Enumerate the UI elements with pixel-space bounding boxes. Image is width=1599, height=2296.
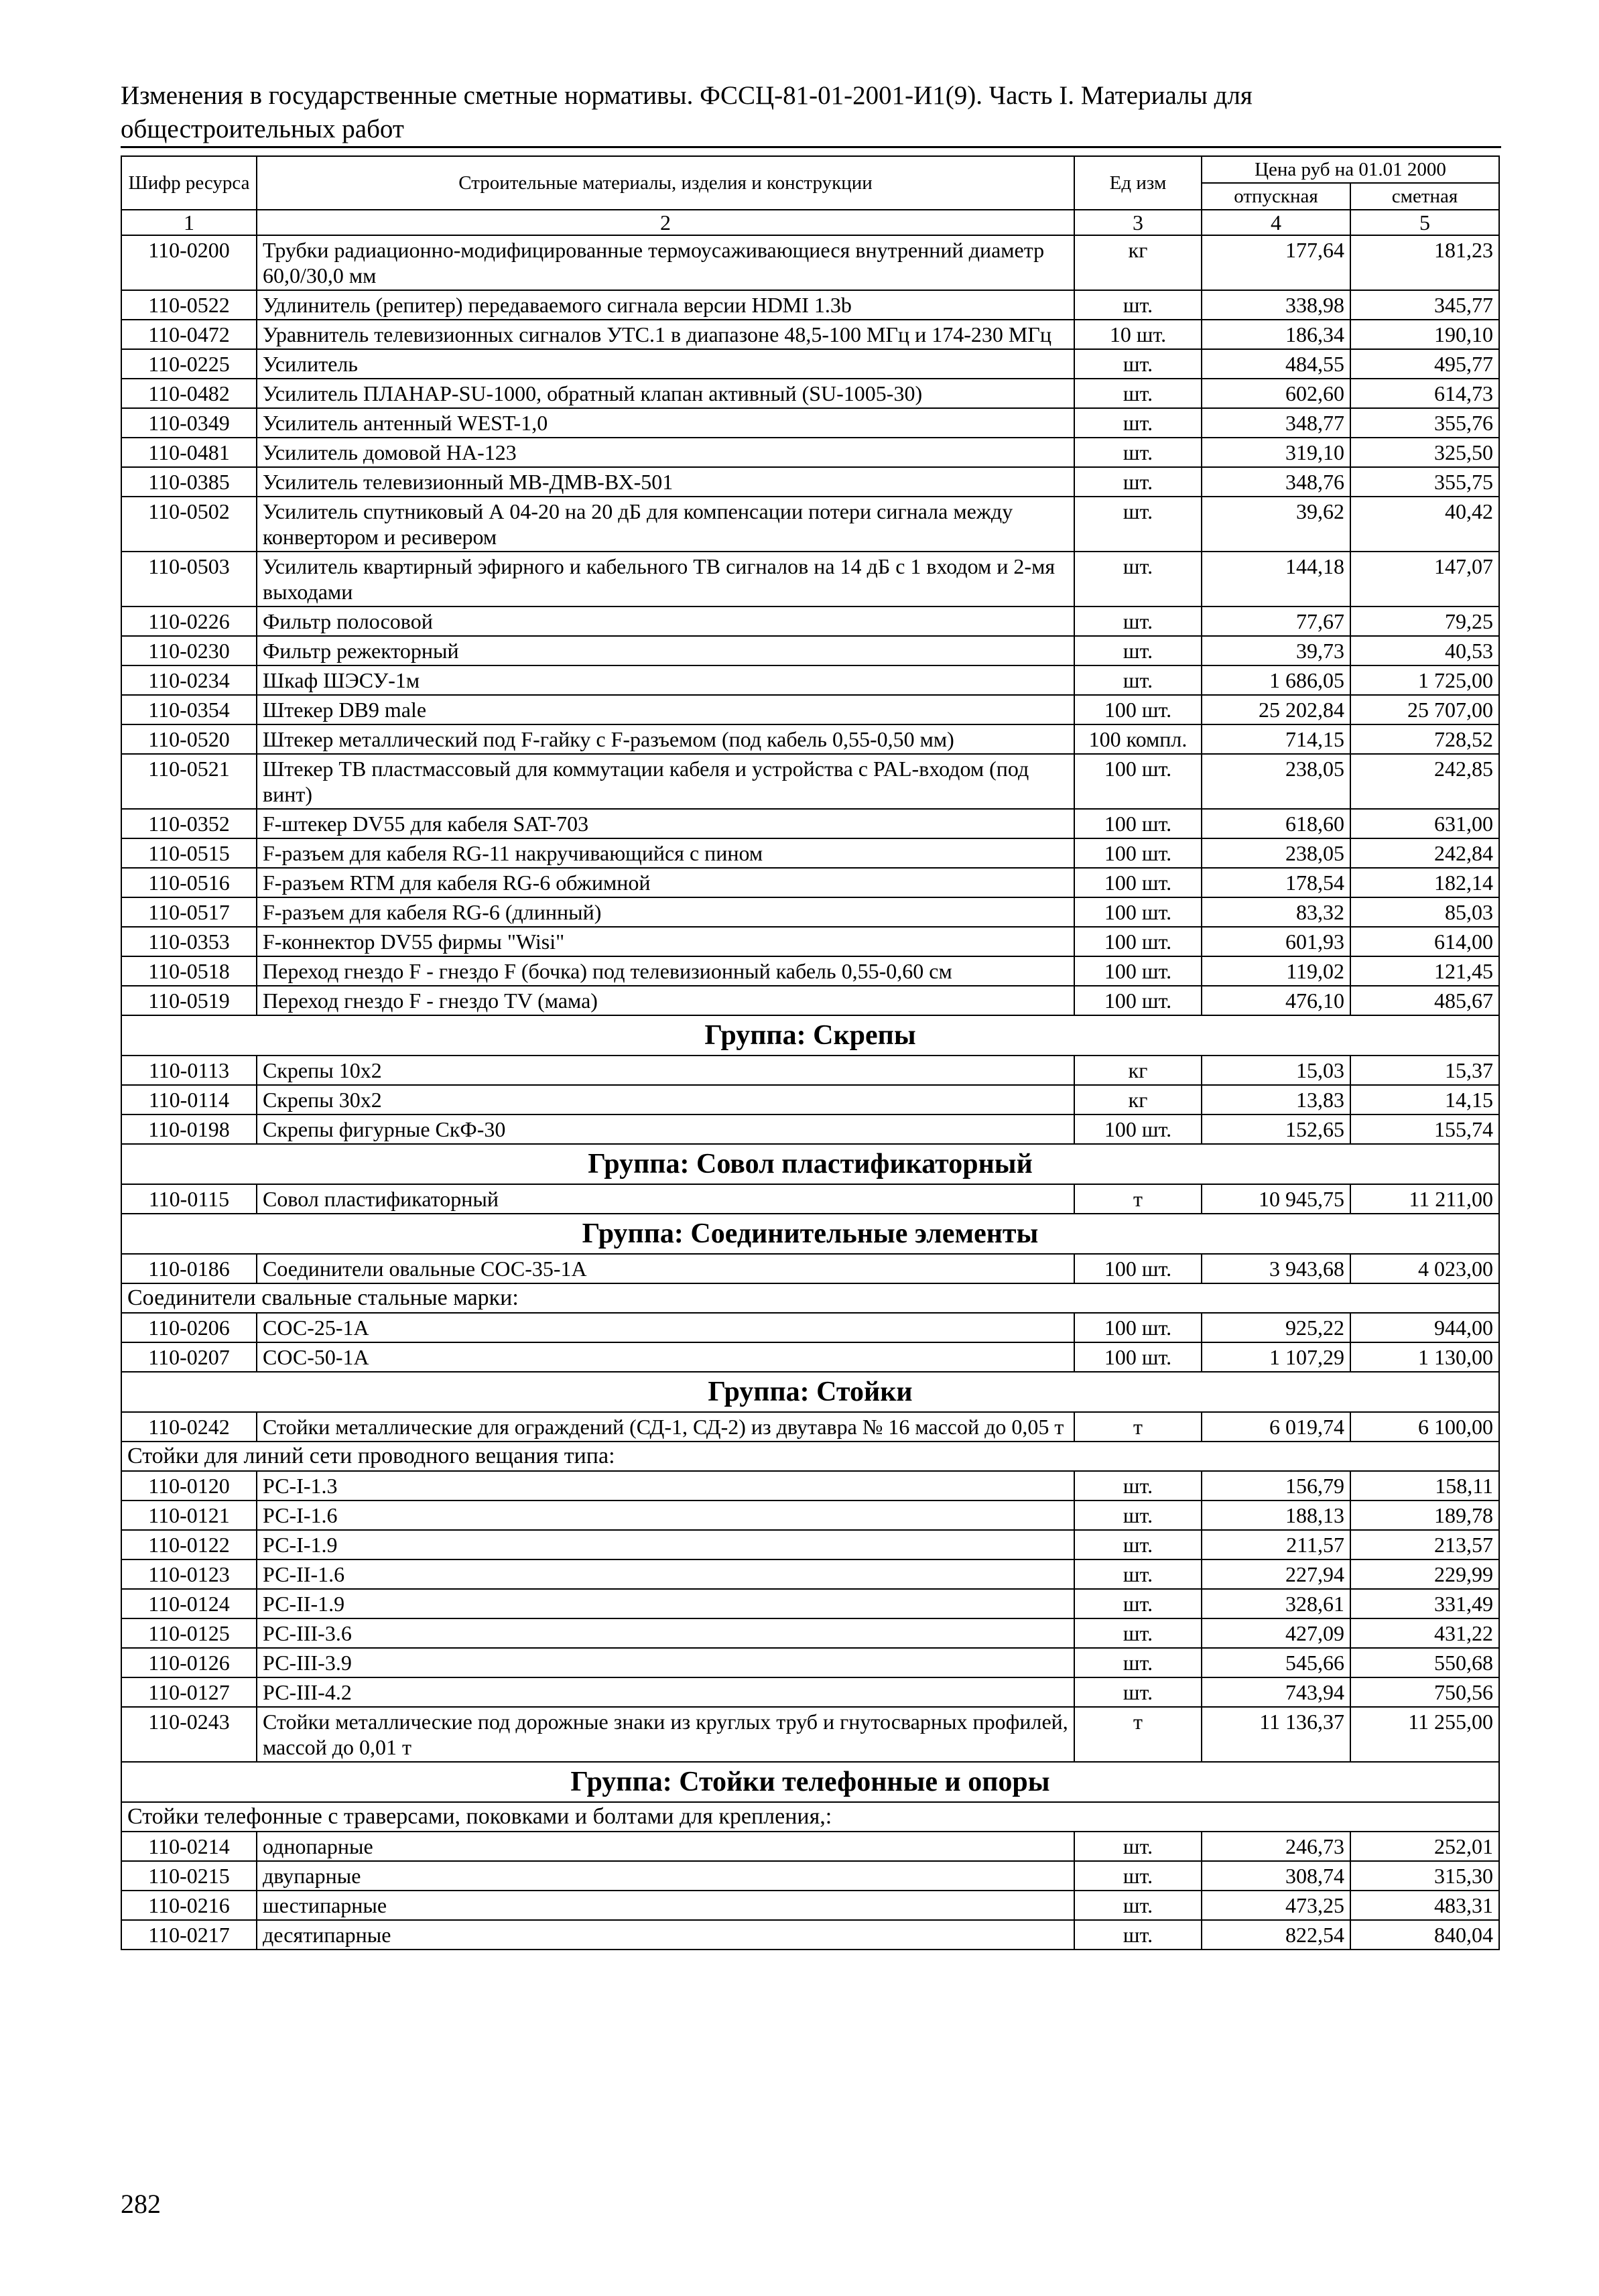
page-number: 282: [121, 2189, 161, 2219]
unit-cell: 100 шт.: [1074, 754, 1202, 809]
estimate-price: 728,52: [1350, 724, 1499, 754]
unit-cell: кг: [1074, 1085, 1202, 1114]
col-header-estimate-price: сметная: [1350, 183, 1499, 210]
resource-code: 110-0521: [121, 754, 257, 809]
estimate-price: 11 211,00: [1350, 1184, 1499, 1214]
resource-code: 110-0225: [121, 349, 257, 379]
table-row: [121, 379, 1499, 408]
group-title: Группа: Совол пластификаторный: [121, 1144, 1499, 1184]
release-price: 13,83: [1202, 1085, 1350, 1114]
header-line-2: общестроительных работ: [121, 115, 404, 143]
unit-cell: шт.: [1074, 497, 1202, 552]
release-price: 925,22: [1202, 1313, 1350, 1342]
resource-code: 110-0198: [121, 1114, 257, 1144]
estimate-price: 1 725,00: [1350, 665, 1499, 695]
header-rule: [121, 146, 1501, 148]
release-price: 10 945,75: [1202, 1184, 1350, 1214]
release-price: 1 107,29: [1202, 1342, 1350, 1372]
release-price: 348,76: [1202, 467, 1350, 497]
release-price: 348,77: [1202, 408, 1350, 438]
release-price: 473,25: [1202, 1891, 1350, 1920]
material-name: Соединители овальные СОС-35-1А: [257, 1254, 1074, 1283]
unit-cell: шт.: [1074, 1832, 1202, 1861]
release-price: 39,62: [1202, 497, 1350, 552]
table-row: [121, 1184, 1499, 1214]
material-name: РС-I-1.6: [257, 1501, 1074, 1530]
table-row: [121, 1313, 1499, 1342]
material-name: Переход гнездо F - гнездо TV (мама): [257, 986, 1074, 1015]
resource-code: 110-0217: [121, 1920, 257, 1950]
material-name: Переход гнездо F - гнездо F (бочка) под телевизионный кабель 0,55-0,60 см: [257, 956, 1074, 986]
estimate-price: 750,56: [1350, 1677, 1499, 1707]
resource-code: 110-0230: [121, 636, 257, 665]
release-price: 211,57: [1202, 1530, 1350, 1559]
estimate-price: 345,77: [1350, 290, 1499, 320]
estimate-price: 355,75: [1350, 467, 1499, 497]
resource-code: 110-0354: [121, 695, 257, 724]
unit-cell: 100 шт.: [1074, 986, 1202, 1015]
group-title: Группа: Стойки телефонные и опоры: [121, 1762, 1499, 1802]
unit-cell: шт.: [1074, 1530, 1202, 1559]
table-row: [121, 290, 1499, 320]
release-price: 545,66: [1202, 1648, 1350, 1677]
table-row: [121, 986, 1499, 1015]
resource-code: 110-0516: [121, 868, 257, 897]
resource-code: 110-0353: [121, 927, 257, 956]
materials-table: [121, 155, 1500, 1950]
unit-cell: 100 шт.: [1074, 1313, 1202, 1342]
unit-cell: 100 шт.: [1074, 1342, 1202, 1372]
estimate-price: 15,37: [1350, 1056, 1499, 1085]
estimate-price: 242,85: [1350, 754, 1499, 809]
estimate-price: 181,23: [1350, 235, 1499, 290]
unit-cell: шт.: [1074, 349, 1202, 379]
unit-cell: шт.: [1074, 438, 1202, 467]
unit-cell: шт.: [1074, 1501, 1202, 1530]
release-price: 15,03: [1202, 1056, 1350, 1085]
unit-cell: 100 шт.: [1074, 809, 1202, 838]
table-row: [121, 724, 1499, 754]
material-name: СОС-25-1А: [257, 1313, 1074, 1342]
resource-code: 110-0515: [121, 838, 257, 868]
release-price: 238,05: [1202, 838, 1350, 868]
table-row: [121, 1891, 1499, 1920]
resource-code: 110-0234: [121, 665, 257, 695]
estimate-price: 252,01: [1350, 1832, 1499, 1861]
table-body: [121, 235, 1499, 1950]
unit-cell: т: [1074, 1707, 1202, 1762]
material-name: Скрепы 30х2: [257, 1085, 1074, 1114]
release-price: 152,65: [1202, 1114, 1350, 1144]
table-row: [121, 235, 1499, 290]
subheading-row: [121, 1442, 1499, 1471]
release-price: 25 202,84: [1202, 695, 1350, 724]
unit-cell: т: [1074, 1412, 1202, 1442]
release-price: 484,55: [1202, 349, 1350, 379]
table-row: [121, 1342, 1499, 1372]
material-name: Штекер металлический под F-гайку с F-разъемом (под кабель 0,55-0,50 мм): [257, 724, 1074, 754]
unit-cell: кг: [1074, 235, 1202, 290]
release-price: 308,74: [1202, 1861, 1350, 1891]
material-name: Фильтр режекторный: [257, 636, 1074, 665]
material-name: F-разъем для кабеля RG-11 накручивающийся с пином: [257, 838, 1074, 868]
release-price: 238,05: [1202, 754, 1350, 809]
material-name: Удлинитель (репитер) передаваемого сигнала версии HDMI 1.3b: [257, 290, 1074, 320]
estimate-price: 431,22: [1350, 1618, 1499, 1648]
resource-code: 110-0518: [121, 956, 257, 986]
col-number: 2: [257, 210, 1074, 235]
material-name: Скрепы фигурные СкФ-30: [257, 1114, 1074, 1144]
material-name: РС-I-1.9: [257, 1530, 1074, 1559]
material-name: Штекер ТВ пластмассовый для коммутации кабеля и устройства с PAL-входом (под винт): [257, 754, 1074, 809]
release-price: 246,73: [1202, 1832, 1350, 1861]
resource-code: 110-0121: [121, 1501, 257, 1530]
estimate-price: 614,00: [1350, 927, 1499, 956]
table-row: [121, 897, 1499, 927]
release-price: 39,73: [1202, 636, 1350, 665]
table-row: [121, 438, 1499, 467]
resource-code: 110-0522: [121, 290, 257, 320]
unit-cell: шт.: [1074, 467, 1202, 497]
resource-code: 110-0503: [121, 552, 257, 607]
unit-cell: шт.: [1074, 607, 1202, 636]
group-header-row: [121, 1214, 1499, 1254]
estimate-price: 614,73: [1350, 379, 1499, 408]
estimate-price: 158,11: [1350, 1471, 1499, 1501]
unit-cell: шт.: [1074, 1891, 1202, 1920]
unit-cell: шт.: [1074, 408, 1202, 438]
table-row: [121, 1618, 1499, 1648]
material-name: Усилитель: [257, 349, 1074, 379]
table-row: [121, 320, 1499, 349]
table-row: [121, 1832, 1499, 1861]
header-line-1: Изменения в государственные сметные нормативы. ФССЦ-81-01-2001-И1(9). Часть I. Материалы для: [121, 81, 1253, 110]
resource-code: 110-0120: [121, 1471, 257, 1501]
estimate-price: 79,25: [1350, 607, 1499, 636]
table-row: [121, 1085, 1499, 1114]
unit-cell: шт.: [1074, 665, 1202, 695]
material-name: РС-II-1.9: [257, 1589, 1074, 1618]
release-price: 822,54: [1202, 1920, 1350, 1950]
table-row: [121, 695, 1499, 724]
unit-cell: шт.: [1074, 552, 1202, 607]
estimate-price: 550,68: [1350, 1648, 1499, 1677]
estimate-price: 85,03: [1350, 897, 1499, 927]
group-header-row: [121, 1762, 1499, 1802]
group-header-row: [121, 1144, 1499, 1184]
release-price: 338,98: [1202, 290, 1350, 320]
material-name: Усилитель спутниковый А 04-20 на 20 дБ для компенсации потери сигнала между конвертором и ресивером: [257, 497, 1074, 552]
table-row: [121, 665, 1499, 695]
estimate-price: 40,53: [1350, 636, 1499, 665]
unit-cell: шт.: [1074, 1471, 1202, 1501]
estimate-price: 325,50: [1350, 438, 1499, 467]
subheading-row: [121, 1802, 1499, 1832]
resource-code: 110-0226: [121, 607, 257, 636]
resource-code: 110-0122: [121, 1530, 257, 1559]
estimate-price: 485,67: [1350, 986, 1499, 1015]
estimate-price: 840,04: [1350, 1920, 1499, 1950]
table-row: [121, 349, 1499, 379]
resource-code: 110-0123: [121, 1559, 257, 1589]
resource-code: 110-0215: [121, 1861, 257, 1891]
resource-code: 110-0243: [121, 1707, 257, 1762]
material-name: F-разъем для кабеля RG-6 (длинный): [257, 897, 1074, 927]
col-header-release-price: отпускная: [1202, 183, 1350, 210]
unit-cell: шт.: [1074, 290, 1202, 320]
table-row: [121, 1471, 1499, 1501]
material-name: Усилитель домовой НА-123: [257, 438, 1074, 467]
release-price: 6 019,74: [1202, 1412, 1350, 1442]
release-price: 427,09: [1202, 1618, 1350, 1648]
unit-cell: шт.: [1074, 1861, 1202, 1891]
unit-cell: 100 шт.: [1074, 956, 1202, 986]
release-price: 11 136,37: [1202, 1707, 1350, 1762]
estimate-price: 190,10: [1350, 320, 1499, 349]
unit-cell: шт.: [1074, 636, 1202, 665]
unit-cell: 100 шт.: [1074, 1114, 1202, 1144]
material-name: десятипарные: [257, 1920, 1074, 1950]
estimate-price: 213,57: [1350, 1530, 1499, 1559]
unit-cell: 100 компл.: [1074, 724, 1202, 754]
material-name: Уравнитель телевизионных сигналов УТС.1 в диапазоне 48,5-100 МГц и 174-230 МГц: [257, 320, 1074, 349]
material-name: однопарные: [257, 1832, 1074, 1861]
material-name: РС-II-1.6: [257, 1559, 1074, 1589]
table-row: [121, 552, 1499, 607]
resource-code: 110-0206: [121, 1313, 257, 1342]
material-name: Стойки металлические для ограждений (СД-1, СД-2) из двутавра № 16 массой до 0,05 т: [257, 1412, 1074, 1442]
estimate-price: 147,07: [1350, 552, 1499, 607]
group-title: Группа: Стойки: [121, 1372, 1499, 1412]
material-name: СОС-50-1А: [257, 1342, 1074, 1372]
table-row: [121, 1677, 1499, 1707]
material-name: Шкаф ШЭСУ-1м: [257, 665, 1074, 695]
table-row: [121, 927, 1499, 956]
estimate-price: 189,78: [1350, 1501, 1499, 1530]
table-row: [121, 1114, 1499, 1144]
resource-code: 110-0114: [121, 1085, 257, 1114]
release-price: 319,10: [1202, 438, 1350, 467]
estimate-price: 182,14: [1350, 868, 1499, 897]
col-header-name: Строительные материалы, изделия и конструкции: [257, 156, 1074, 210]
unit-cell: 100 шт.: [1074, 695, 1202, 724]
table-row: [121, 838, 1499, 868]
resource-code: 110-0352: [121, 809, 257, 838]
material-name: Усилитель телевизионный МВ-ДМВ-ВХ-501: [257, 467, 1074, 497]
estimate-price: 1 130,00: [1350, 1342, 1499, 1372]
material-name: двупарные: [257, 1861, 1074, 1891]
unit-cell: 100 шт.: [1074, 838, 1202, 868]
estimate-price: 6 100,00: [1350, 1412, 1499, 1442]
table-row: [121, 956, 1499, 986]
estimate-price: 40,42: [1350, 497, 1499, 552]
material-name: Совол пластификаторный: [257, 1184, 1074, 1214]
unit-cell: 100 шт.: [1074, 927, 1202, 956]
resource-code: 110-0115: [121, 1184, 257, 1214]
estimate-price: 121,45: [1350, 956, 1499, 986]
material-name: РС-I-1.3: [257, 1471, 1074, 1501]
table-row: [121, 497, 1499, 552]
table-row: [121, 868, 1499, 897]
release-price: 119,02: [1202, 956, 1350, 986]
resource-code: 110-0481: [121, 438, 257, 467]
release-price: 743,94: [1202, 1677, 1350, 1707]
resource-code: 110-0186: [121, 1254, 257, 1283]
table-row: [121, 1707, 1499, 1762]
table-row: [121, 1254, 1499, 1283]
release-price: 77,67: [1202, 607, 1350, 636]
table-row: [121, 636, 1499, 665]
release-price: 602,60: [1202, 379, 1350, 408]
resource-code: 110-0482: [121, 379, 257, 408]
material-name: Усилитель квартирный эфирного и кабельного ТВ сигналов на 14 дБ с 1 входом и 2-мя выходами: [257, 552, 1074, 607]
release-price: 227,94: [1202, 1559, 1350, 1589]
table-row: [121, 607, 1499, 636]
material-name: Усилитель ПЛАНАР-SU-1000, обратный клапан активный (SU-1005-30): [257, 379, 1074, 408]
material-name: F-разъем RTM для кабеля RG-6 обжимной: [257, 868, 1074, 897]
estimate-price: 25 707,00: [1350, 695, 1499, 724]
subheading-text: Соединители свальные стальные марки:: [121, 1283, 1499, 1313]
estimate-price: 229,99: [1350, 1559, 1499, 1589]
estimate-price: 355,76: [1350, 408, 1499, 438]
table-row: [121, 1589, 1499, 1618]
table-row: [121, 1056, 1499, 1085]
release-price: 188,13: [1202, 1501, 1350, 1530]
resource-code: 110-0519: [121, 986, 257, 1015]
release-price: 328,61: [1202, 1589, 1350, 1618]
estimate-price: 11 255,00: [1350, 1707, 1499, 1762]
resource-code: 110-0216: [121, 1891, 257, 1920]
unit-cell: т: [1074, 1184, 1202, 1214]
material-name: Скрепы 10х2: [257, 1056, 1074, 1085]
table-row: [121, 1920, 1499, 1950]
resource-code: 110-0207: [121, 1342, 257, 1372]
resource-code: 110-0472: [121, 320, 257, 349]
table-row: [121, 1559, 1499, 1589]
estimate-price: 242,84: [1350, 838, 1499, 868]
resource-code: 110-0126: [121, 1648, 257, 1677]
release-price: 178,54: [1202, 868, 1350, 897]
unit-cell: 100 шт.: [1074, 1254, 1202, 1283]
estimate-price: 495,77: [1350, 349, 1499, 379]
material-name: Фильтр полосовой: [257, 607, 1074, 636]
table-row: [121, 754, 1499, 809]
estimate-price: 315,30: [1350, 1861, 1499, 1891]
resource-code: 110-0214: [121, 1832, 257, 1861]
material-name: Трубки радиационно-модифицированные термоусаживающиеся внутренний диаметр 60,0/30,0 мм: [257, 235, 1074, 290]
col-number: 3: [1074, 210, 1202, 235]
resource-code: 110-0200: [121, 235, 257, 290]
group-title: Группа: Скрепы: [121, 1015, 1499, 1056]
material-name: РС-III-3.6: [257, 1618, 1074, 1648]
unit-cell: шт.: [1074, 1589, 1202, 1618]
release-price: 186,34: [1202, 320, 1350, 349]
material-name: F-коннектор DV55 фирмы "Wisi": [257, 927, 1074, 956]
material-name: F-штекер DV55 для кабеля SAT-703: [257, 809, 1074, 838]
release-price: 83,32: [1202, 897, 1350, 927]
resource-code: 110-0520: [121, 724, 257, 754]
col-number: 5: [1350, 210, 1499, 235]
release-price: 476,10: [1202, 986, 1350, 1015]
table-row: [121, 467, 1499, 497]
col-number: 1: [121, 210, 257, 235]
release-price: 3 943,68: [1202, 1254, 1350, 1283]
group-header-row: [121, 1015, 1499, 1056]
resource-code: 110-0127: [121, 1677, 257, 1707]
material-name: шестипарные: [257, 1891, 1074, 1920]
table-row: [121, 1861, 1499, 1891]
col-number: 4: [1202, 210, 1350, 235]
col-header-price: Цена руб на 01.01 2000: [1202, 156, 1499, 183]
table-row: [121, 408, 1499, 438]
estimate-price: 155,74: [1350, 1114, 1499, 1144]
estimate-price: 944,00: [1350, 1313, 1499, 1342]
unit-cell: шт.: [1074, 1677, 1202, 1707]
resource-code: 110-0502: [121, 497, 257, 552]
unit-cell: шт.: [1074, 379, 1202, 408]
unit-cell: шт.: [1074, 1559, 1202, 1589]
table-row: [121, 1530, 1499, 1559]
unit-cell: шт.: [1074, 1920, 1202, 1950]
col-header-code: Шифр ресурса: [121, 156, 257, 210]
material-name: РС-III-3.9: [257, 1648, 1074, 1677]
unit-cell: 100 шт.: [1074, 897, 1202, 927]
release-price: 714,15: [1202, 724, 1350, 754]
col-header-unit: Ед изм: [1074, 156, 1202, 210]
material-name: Штекер DB9 male: [257, 695, 1074, 724]
subheading-text: Стойки телефонные с траверсами, поковками и болтами для крепления,:: [121, 1802, 1499, 1832]
resource-code: 110-0517: [121, 897, 257, 927]
estimate-price: 483,31: [1350, 1891, 1499, 1920]
release-price: 177,64: [1202, 235, 1350, 290]
subheading-row: [121, 1283, 1499, 1313]
resource-code: 110-0113: [121, 1056, 257, 1085]
resource-code: 110-0349: [121, 408, 257, 438]
table-row: [121, 1501, 1499, 1530]
table-row: [121, 809, 1499, 838]
group-title: Группа: Соединительные элементы: [121, 1214, 1499, 1254]
release-price: 144,18: [1202, 552, 1350, 607]
material-name: Усилитель антенный WEST-1,0: [257, 408, 1074, 438]
subheading-text: Стойки для линий сети проводного вещания типа:: [121, 1442, 1499, 1471]
estimate-price: 331,49: [1350, 1589, 1499, 1618]
unit-cell: 100 шт.: [1074, 868, 1202, 897]
group-header-row: [121, 1372, 1499, 1412]
material-name: Стойки металлические под дорожные знаки из круглых труб и гнутосварных профилей, массой до 0,01 т: [257, 1707, 1074, 1762]
release-price: 1 686,05: [1202, 665, 1350, 695]
resource-code: 110-0124: [121, 1589, 257, 1618]
unit-cell: шт.: [1074, 1648, 1202, 1677]
unit-cell: кг: [1074, 1056, 1202, 1085]
unit-cell: 10 шт.: [1074, 320, 1202, 349]
estimate-price: 14,15: [1350, 1085, 1499, 1114]
document-header: [121, 79, 1501, 146]
estimate-price: 4 023,00: [1350, 1254, 1499, 1283]
resource-code: 110-0385: [121, 467, 257, 497]
release-price: 618,60: [1202, 809, 1350, 838]
table-row: [121, 1412, 1499, 1442]
resource-code: 110-0125: [121, 1618, 257, 1648]
resource-code: 110-0242: [121, 1412, 257, 1442]
estimate-price: 631,00: [1350, 809, 1499, 838]
release-price: 156,79: [1202, 1471, 1350, 1501]
table-row: [121, 1648, 1499, 1677]
material-name: РС-III-4.2: [257, 1677, 1074, 1707]
release-price: 601,93: [1202, 927, 1350, 956]
unit-cell: шт.: [1074, 1618, 1202, 1648]
